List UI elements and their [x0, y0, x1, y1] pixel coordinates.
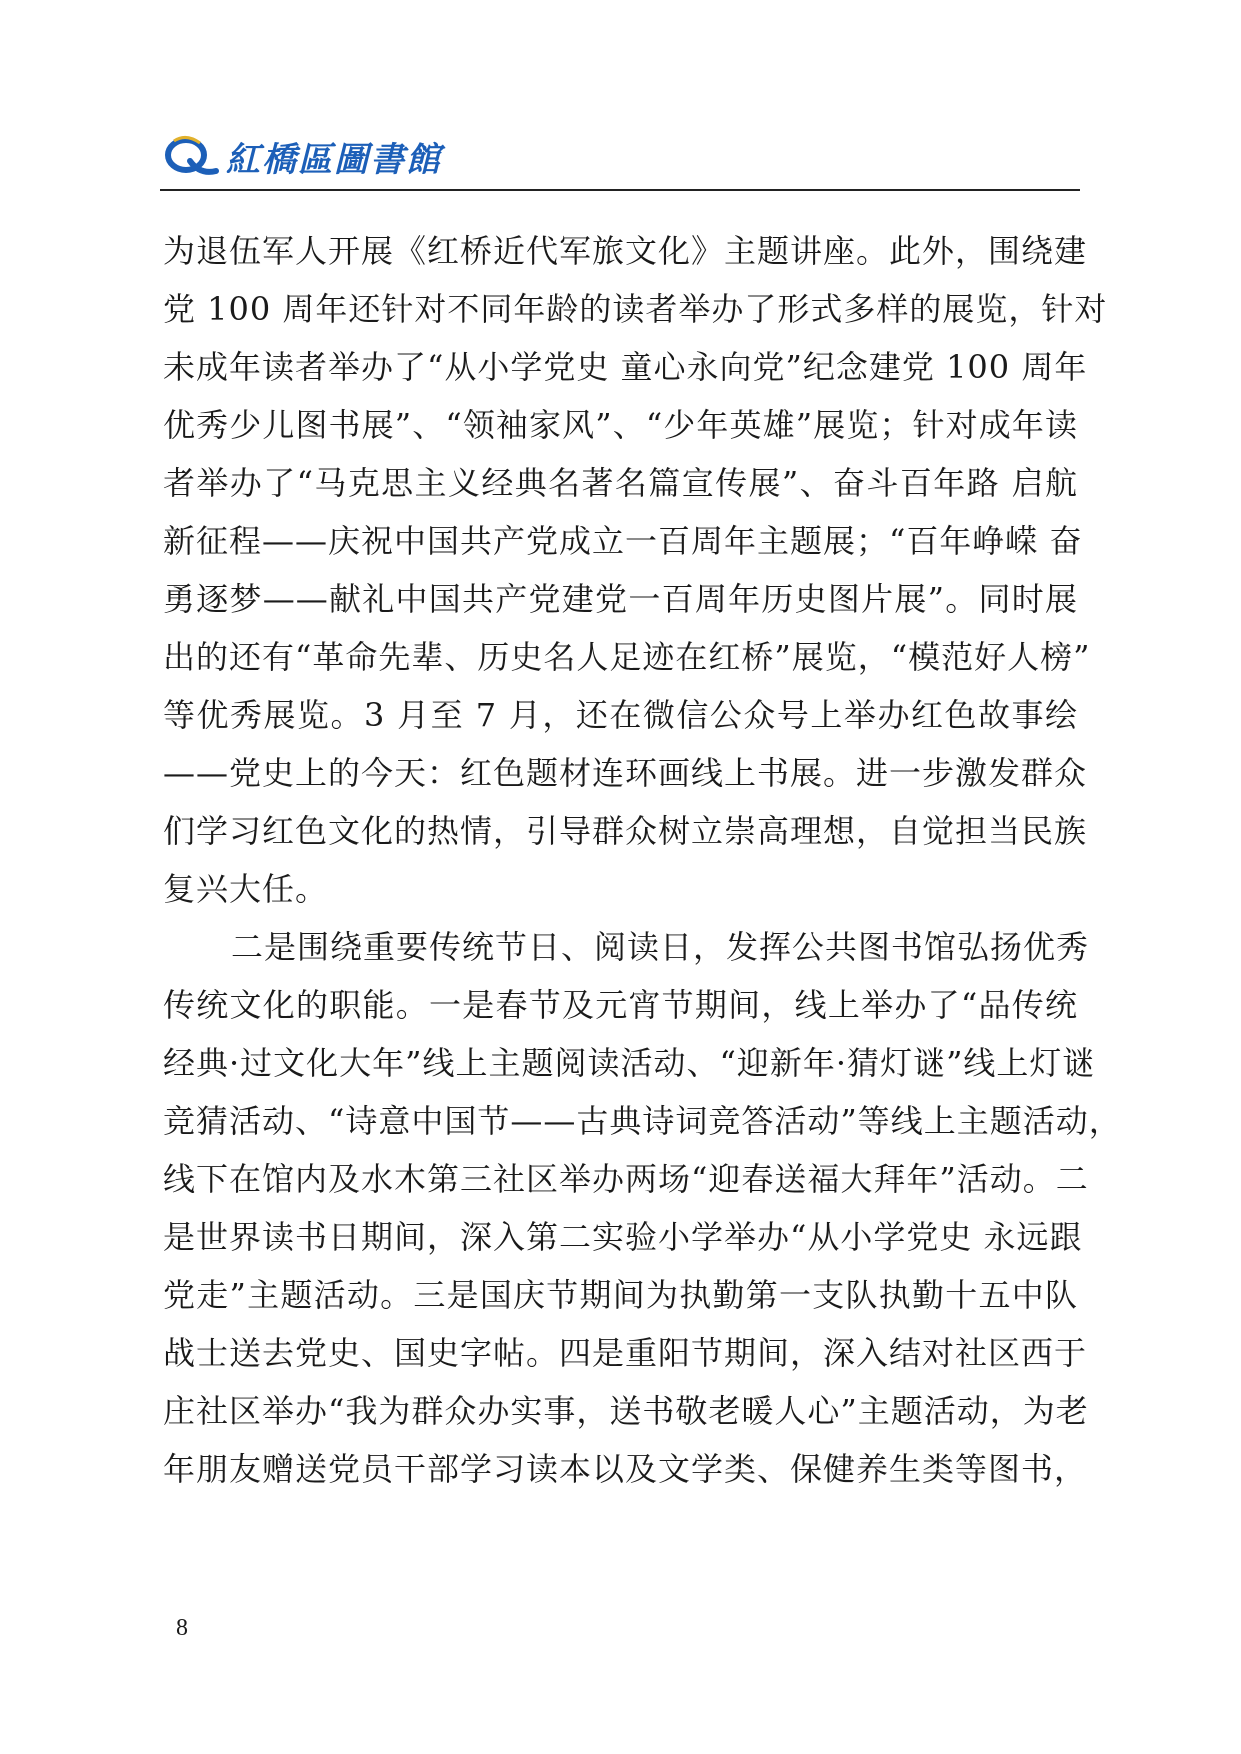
text-line: 新征程——庆祝中国共产党成立一百周年主题展；“百年峥嵘 奋	[163, 522, 1083, 560]
text-line: 年朋友赠送党员干部学习读本以及文学类、保健养生类等图书，	[163, 1450, 1088, 1488]
paragraph-2	[163, 918, 1122, 1498]
text-line: 党 100 周年还针对不同年龄的读者举办了形式多样的展览，针对	[163, 290, 1108, 328]
text-line: 未成年读者举办了“从小学党史 童心永向党”纪念建党 100 周年	[163, 348, 1088, 386]
header-divider	[160, 189, 1080, 191]
text-line: 为退伍军人开展《红桥近代军旅文化》主题讲座。此外，围绕建	[163, 232, 1088, 270]
library-logo-icon	[160, 131, 220, 181]
document-header	[160, 128, 442, 184]
paragraph-1	[163, 222, 1108, 918]
text-line: 等优秀展览。3 月至 7 月，还在微信公众号上举办红色故事绘	[163, 696, 1078, 734]
text-line: 竞猜活动、“诗意中国节——古典诗词竞答活动”等线上主题活动，	[163, 1102, 1122, 1140]
text-line: 优秀少儿图书展”、“领袖家风”、“少年英雄”展览；针对成年读	[163, 406, 1078, 444]
text-line: 复兴大任。	[163, 870, 329, 908]
text-line: 党走”主题活动。三是国庆节期间为执勤第一支队执勤十五中队	[163, 1276, 1078, 1314]
text-line: 线下在馆内及水木第三社区举办两场“迎春送福大拜年”活动。二	[163, 1160, 1089, 1198]
text-line: 传统文化的职能。一是春节及元宵节期间，线上举办了“品传统	[163, 986, 1078, 1024]
body-text	[163, 222, 1122, 1498]
text-line: 经典·过文化大年”线上主题阅读活动、“迎新年·猜灯谜”线上灯谜	[163, 1044, 1096, 1082]
text-line: 是世界读书日期间，深入第二实验小学举办“从小学党史 永远跟	[163, 1218, 1083, 1256]
text-line: ——党史上的今天：红色题材连环画线上书展。进一步激发群众	[163, 754, 1088, 792]
text-line: 战士送去党史、国史字帖。四是重阳节期间，深入结对社区西于	[163, 1334, 1088, 1372]
text-line: 庄社区举办“我为群众办实事，送书敬老暖人心”主题活动，为老	[163, 1392, 1089, 1430]
page-number: 8	[176, 1615, 188, 1641]
text-line: 勇逐梦——献礼中国共产党建党一百周年历史图片展”。同时展	[163, 580, 1078, 618]
text-line: 二是围绕重要传统节日、阅读日，发挥公共图书馆弘扬优秀	[231, 928, 1090, 966]
text-line: 出的还有“革命先辈、历史名人足迹在红桥”展览，“模范好人榜”	[163, 638, 1091, 676]
text-line: 们学习红色文化的热情，引导群众树立崇高理想，自觉担当民族	[163, 812, 1088, 850]
text-line: 者举办了“马克思主义经典名著名篇宣传展”、奋斗百年路 启航	[163, 464, 1078, 502]
library-name: 紅橋區圖書館	[226, 139, 442, 180]
